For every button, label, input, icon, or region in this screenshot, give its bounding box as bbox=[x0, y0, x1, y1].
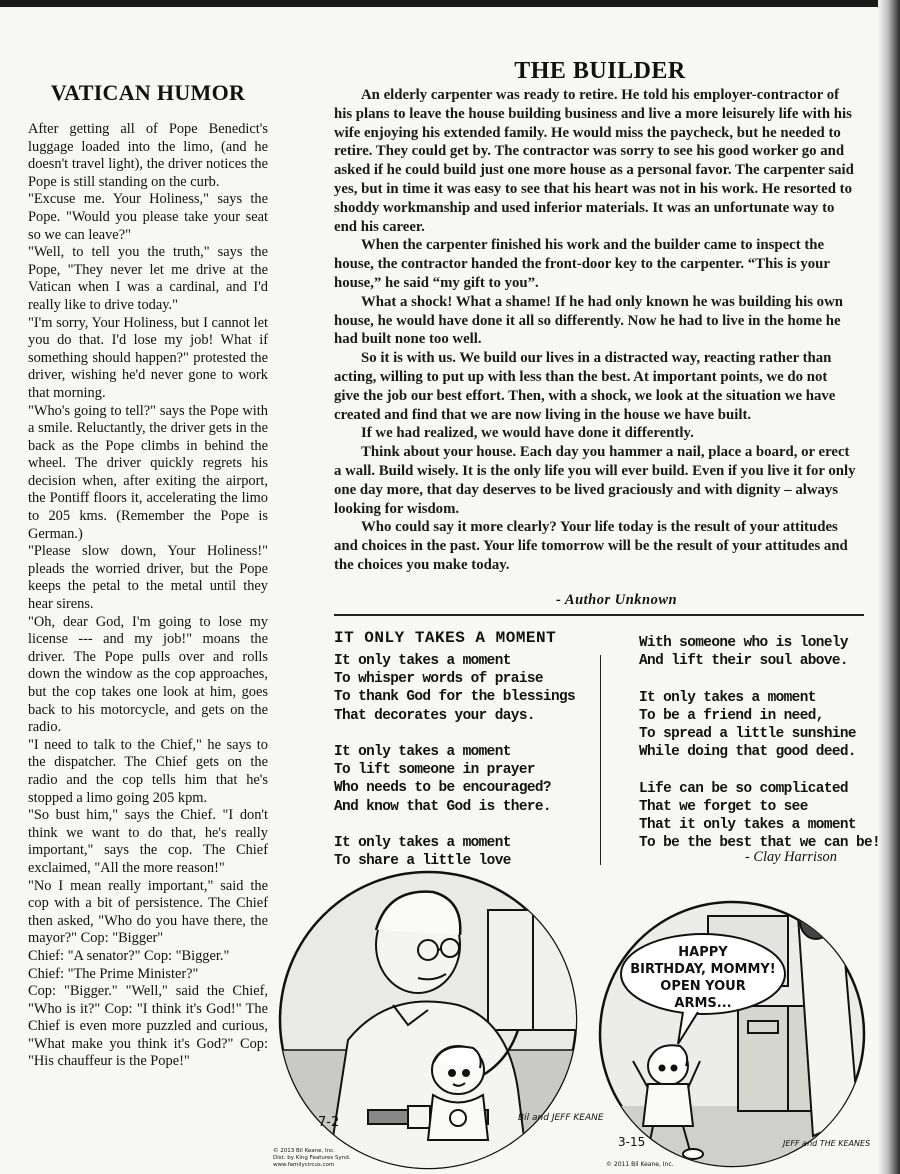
poem-stanza bbox=[639, 634, 880, 670]
family-circus-cartoon-left bbox=[268, 870, 604, 1170]
speech-line: ARMS... bbox=[674, 996, 732, 1011]
cartoon-left-signature: Bil and JEFF KEANE bbox=[518, 1113, 604, 1123]
story-paragraph: "Oh, dear God, I'm going to lose my license --- and my job!" moans the driver. The Pope pulls over and rolls down the window as the cop approaches, but the cop takes one look at him, goes back to his motorcycle, and gets on the radio. bbox=[28, 613, 268, 736]
story-paragraph: "No I mean really important," said the cop with a bit of persistence. The Chief then asked, "Who do you have there, the mayor?" Cop: "Bigger" bbox=[28, 877, 268, 947]
poem-line: To whisper words of praise bbox=[334, 671, 543, 688]
poem-line: It only takes a moment bbox=[334, 744, 511, 760]
builder-paragraph: What a shock! What a shame! If he had only known he was building his own house, he would have done it all so differently. Now he had to live in the home he had built none too well. bbox=[334, 293, 843, 348]
story-paragraph: Chief: "The Prime Minister?" bbox=[28, 965, 199, 982]
speech-line: HAPPY bbox=[678, 945, 728, 960]
story-paragraph: "Excuse me. Your Holiness," says the Pope. "Would you please take your seat so we can leave?" bbox=[28, 191, 268, 243]
family-circus-cartoon-right bbox=[598, 896, 871, 1172]
story-paragraph: "Please slow down, Your Holiness!" pleads the worried driver, but the Pope keeps the petal to the metal until they hear sirens. bbox=[28, 543, 268, 613]
story-paragraph: After getting all of Pope Benedict's luggage loaded into the limo, (and he doesn't travel light), the driver notices the Pope is still standing on the curb. bbox=[28, 121, 268, 190]
poem-line: To thank God for the blessings bbox=[334, 689, 576, 706]
poem-line: While doing that good deed. bbox=[639, 744, 856, 761]
builder-paragraph: When the carpenter finished his work and the builder came to inspect the house, the contractor handed the front-door key to the carpenter. “This is your house,” he said “my gift to you”. bbox=[334, 237, 830, 291]
cartoon-left-date: 7-2 bbox=[318, 1115, 340, 1130]
scan-edge-shadow bbox=[878, 0, 900, 1174]
builder-paragraph: So it is with us. We build our lives in a distracted way, reacting rather than acting, willing to put up with less than the best. At important points, we do not give the job our best effort. Then, with a shock, we look at the situation we have created and find that we are now living in the house we have built. bbox=[334, 350, 836, 423]
vatican-humor-story bbox=[28, 121, 268, 1071]
speech-line: OPEN YOUR bbox=[660, 979, 746, 994]
poem-line: It only takes a moment bbox=[334, 835, 511, 851]
poem-stanza bbox=[334, 652, 575, 725]
cartoon-right-credit: © 2011 Bil Keane, Inc. bbox=[606, 1161, 674, 1168]
builder-paragraph: Who could say it more clearly? Your life today is the result of your attitudes and choices in the past. Your life tomorrow will be the result of your attitudes and the choices you make today. bbox=[334, 519, 848, 573]
story-paragraph: "Well, to tell you the truth," says the Pope, "They never let me drive at the Vatican when I was a cardinal, and I'd really like to drive today." bbox=[28, 244, 268, 313]
story-paragraph: "So bust him," says the Chief. "I don't think we want to do that, he's really important," says the cop. The Chief exclaimed, "All the more reason!" bbox=[28, 807, 268, 876]
poem-line: To spread a little sunshine bbox=[639, 726, 856, 742]
poem-left-column bbox=[334, 652, 575, 889]
section-divider bbox=[334, 614, 864, 616]
cartoon-right-signature: JEFF and THE KEANES bbox=[783, 1139, 871, 1148]
cartoon-right-date: 3-15 bbox=[618, 1135, 646, 1149]
the-builder-story bbox=[334, 86, 856, 575]
poem-right-column bbox=[639, 634, 880, 871]
cartoon-left-credit: Dist. by King Features Synd. bbox=[273, 1155, 351, 1161]
speech-line: BIRTHDAY, MOMMY! bbox=[630, 962, 776, 977]
cartoon-left-credit: www.familycircus.com bbox=[273, 1162, 335, 1168]
poem-stanza bbox=[639, 689, 880, 762]
poem-stanza bbox=[334, 743, 575, 816]
poem-line: And lift their soul above. bbox=[639, 653, 848, 670]
poem-title: IT ONLY TAKES A MOMENT bbox=[334, 629, 557, 647]
story-paragraph: Chief: "A senator?" Cop: "Bigger." bbox=[28, 947, 230, 964]
poem-line: It only takes a moment bbox=[334, 653, 511, 669]
poem-line: To be the best that we can be! bbox=[639, 835, 881, 852]
poem-line: Who needs to be encouraged? bbox=[334, 780, 551, 797]
poem-line: To be a friend in need, bbox=[639, 707, 824, 724]
poem-line: Life can be so complicated bbox=[639, 780, 848, 797]
poem-column-divider bbox=[600, 655, 601, 865]
builder-paragraph: An elderly carpenter was ready to retire. He told his employer-contractor of his plans to leave the house building business and live a more leisurely life with his wife enjoying his extended family. He would miss the paycheck, but he needed to retire. They could get by. The contractor was sorry to see his good worker go and asked if he could build just one more house as a personal favor. The carpenter said yes, but in time it was easy to see that his heart was not in his work. He resorted to shoddy workmanship and used inferior materials. It was an unfortunate way to end his career. bbox=[334, 87, 854, 235]
poem-line: That decorates your days. bbox=[334, 707, 535, 724]
poem-line: That it only takes a moment bbox=[639, 817, 856, 833]
the-builder-title: THE BUILDER bbox=[514, 58, 686, 84]
page-top-border bbox=[0, 0, 900, 7]
poem-line: And know that God is there. bbox=[334, 798, 551, 815]
story-paragraph: "I need to talk to the Chief," he says to the dispatcher. The Chief gets on the radio and the cop tells him that he's stopped a limo going 205 kpm. bbox=[28, 736, 268, 806]
builder-paragraph: If we had realized, we would have done it differently. bbox=[361, 425, 694, 442]
story-paragraph: "Who's going to tell?" says the Pope with a smile. Reluctantly, the driver gets in the back as the Pope climbs in behind the wheel. The driver quickly regrets his decision when, after exiting the airport, the Pontiff floors it, accelerating the limo to 205 kms. (Remember the Pope is German.) bbox=[28, 402, 268, 542]
cartoon-left-credit: © 2013 Bil Keane, Inc. bbox=[273, 1148, 335, 1154]
poem-line: To share a little love bbox=[334, 853, 511, 870]
poem-author: - Clay Harrison bbox=[745, 849, 837, 865]
poem-line: To lift someone in prayer bbox=[334, 762, 535, 779]
poem-stanza bbox=[334, 834, 575, 870]
vatican-humor-title: VATICAN HUMOR bbox=[50, 80, 246, 105]
poem-line: It only takes a moment bbox=[639, 689, 816, 706]
builder-paragraph: Think about your house. Each day you hammer a nail, place a board, or erect a wall. Build wisely. It is the only life you will ever build. Even if you live it for only one day more, that day deserves to be lived graciously and with dignity – always looking for wisdom. bbox=[334, 444, 856, 517]
poem-line: With someone who is lonely bbox=[639, 635, 848, 651]
story-paragraph: "I'm sorry, Your Holiness, but I cannot let you do that. I'd lose my job! What if something should happen?" protested the driver, wishing he'd never gone to work that morning. bbox=[28, 314, 268, 401]
builder-author: - Author Unknown bbox=[556, 592, 678, 608]
poem-line: That we forget to see bbox=[639, 798, 808, 815]
story-paragraph: Cop: "Bigger." "Well," said the Chief, "Who is it?" Cop: "I think it's God!" The Chief is even more puzzled and curious, "What make you think it's God?" Cop: "His chauffeur is the Pope!" bbox=[28, 983, 268, 1070]
poem-stanza bbox=[639, 780, 880, 853]
